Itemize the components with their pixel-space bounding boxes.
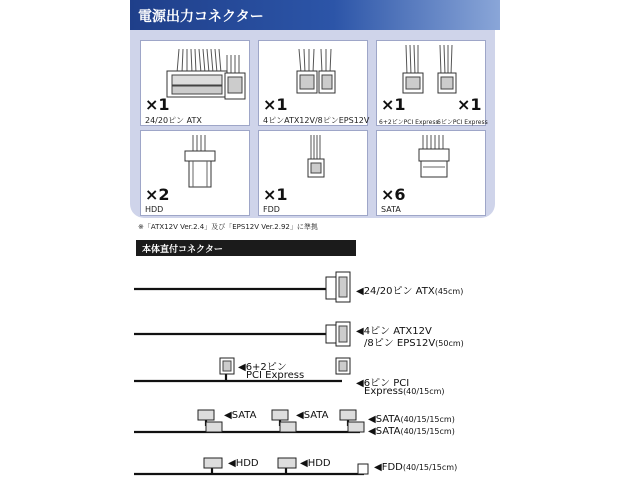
header-title: 電源出力コネクター bbox=[138, 9, 264, 25]
sata-plug-2 bbox=[272, 410, 288, 420]
atx-cable-text: ◀24/20ピン ATX bbox=[356, 286, 435, 297]
pcie6-label: 6ピンPCI Express bbox=[437, 119, 488, 126]
eps-cable-length: (50cm) bbox=[435, 339, 464, 348]
hdd-plug-2 bbox=[278, 458, 296, 468]
pcie6-count: ×1 bbox=[457, 95, 482, 114]
sata1-length: (40/15/15cm) bbox=[400, 415, 455, 424]
compliance-note: ※「ATX12V Ver.2.4」及び「EPS12V Ver.2.92」に準拠 bbox=[138, 223, 318, 231]
pcie6-text: Express bbox=[364, 386, 404, 397]
hdd-plug-1 bbox=[204, 458, 222, 468]
fdd-label: FDD bbox=[263, 205, 280, 214]
atx-count: ×1 bbox=[145, 95, 170, 114]
hdd-label: HDD bbox=[145, 205, 164, 214]
eps-label: 4ピンATX12V/8ピンEPS12V bbox=[263, 116, 370, 125]
sata1-text: ◀SATA bbox=[368, 414, 401, 425]
eps-cable-line2 bbox=[364, 334, 464, 349]
atx-cable-length: (45cm) bbox=[434, 287, 464, 296]
atx-cable-label bbox=[356, 282, 463, 297]
pcie62-tag-line1: ◀6+2ピン bbox=[238, 362, 287, 373]
atx-label: 24/20ピン ATX bbox=[145, 116, 202, 125]
pcie6-line2 bbox=[364, 386, 445, 397]
sata-count: ×6 bbox=[381, 185, 406, 204]
sata-tag-a: ◀SATA bbox=[224, 410, 257, 421]
fdd-length: (40/15/15cm) bbox=[402, 463, 458, 472]
fdd-plug bbox=[358, 464, 368, 474]
cable-diagram bbox=[130, 0, 500, 480]
sata2-text: ◀SATA bbox=[368, 426, 401, 437]
eps-cable-line1: ◀4ピン ATX12V bbox=[356, 326, 432, 337]
sata-plug-1 bbox=[198, 410, 214, 420]
hdd-count: ×2 bbox=[145, 185, 170, 204]
sata-tag-b: ◀SATA bbox=[296, 410, 329, 421]
sata-label: SATA bbox=[381, 205, 401, 214]
fdd-count: ×1 bbox=[263, 185, 288, 204]
fdd-text: ◀FDD bbox=[374, 462, 403, 473]
atx-plug bbox=[326, 277, 336, 299]
sata-line1 bbox=[368, 414, 455, 425]
sata2-length: (40/15/15cm) bbox=[400, 427, 455, 436]
pcie6-line1: ◀6ピン PCI bbox=[356, 378, 410, 389]
connector-spec-sheet bbox=[130, 0, 500, 480]
eps-cable-text: /8ピン EPS12V bbox=[364, 338, 436, 349]
pcie62-label: 6+2ピンPCI Express bbox=[379, 119, 439, 126]
hdd-tag-a: ◀HDD bbox=[228, 458, 259, 469]
section2-title: 本体直付コネクター bbox=[142, 245, 223, 255]
sata-plug-3 bbox=[340, 410, 356, 420]
eps-count: ×1 bbox=[263, 95, 288, 114]
pcie62-count: ×1 bbox=[381, 95, 406, 114]
hdd-tag-b: ◀HDD bbox=[300, 458, 331, 469]
pcie62-tag-line2: PCI Express bbox=[246, 370, 305, 381]
fdd-label-line bbox=[374, 462, 457, 473]
pcie6-length: (40/15cm) bbox=[403, 387, 445, 396]
sata-line2 bbox=[368, 426, 455, 437]
eps-plug bbox=[326, 325, 336, 343]
